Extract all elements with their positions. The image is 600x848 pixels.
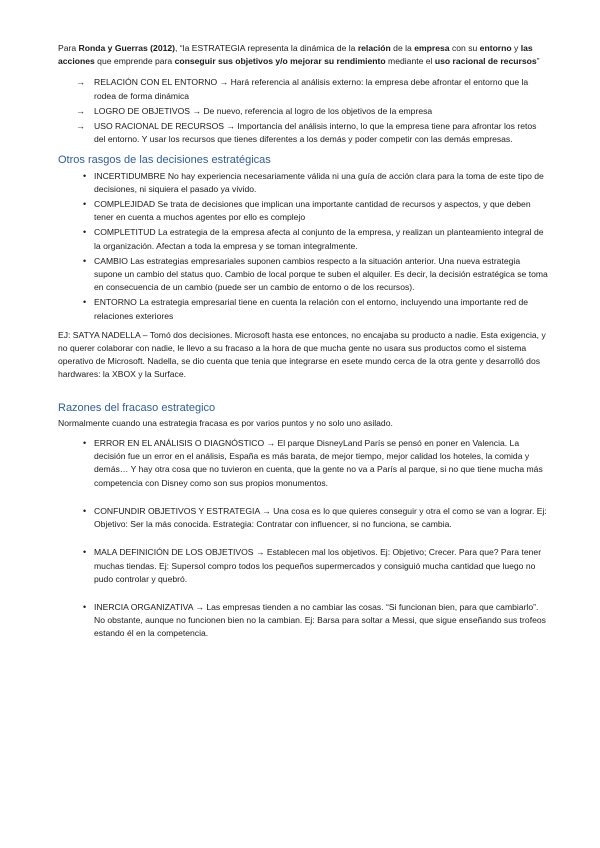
list-item-text: RELACIÓN CON EL ENTORNO → Hará referencia al análisis externo: la empresa debe afrontar el entorno que la rodea de forma dinámica xyxy=(94,77,529,101)
intro-bold: uso racional de recursos xyxy=(434,56,537,67)
list-item xyxy=(58,120,548,146)
list-item xyxy=(58,76,548,102)
intro-paragraph xyxy=(58,42,548,68)
intro-bold-authors: Ronda y Guerras (2012) xyxy=(78,43,176,53)
list-item-text: COMPLEJIDAD Se trata de decisiones que implican una importante cantidad de recursos y aspectos, y que deben tener en cuenta a muchos agentes por ello es complejo xyxy=(94,199,531,223)
section-heading-fracaso: Razones del fracaso estrategico xyxy=(58,401,216,414)
arrow-bullet-icon: → xyxy=(76,77,85,88)
list-item xyxy=(58,296,548,322)
section-heading-rasgos: Otros rasgos de las decisiones estratégicas xyxy=(58,154,271,167)
intro-text: ” xyxy=(536,56,540,67)
list-item-text: MALA DEFINICIÓN DE LOS OBJETIVOS → Establecen mal los objetivos. Ej: Objetivo; Crecer. Para que? Para tener muchas tiendas. Ej: Supersol compro todos los pequeños supermercados y consiguió mucha cantidad que luego no pudo controlar y quebró. xyxy=(94,547,542,584)
intro-text: , “la ESTRATEGIA representa la dinámica de la xyxy=(175,43,358,53)
document-page xyxy=(58,42,548,656)
intro-bold: las acciones xyxy=(58,43,533,67)
bullet-icon: • xyxy=(83,255,87,266)
definition-list xyxy=(58,76,548,146)
bullet-icon: • xyxy=(83,227,87,238)
list-item xyxy=(58,437,548,490)
list-item xyxy=(58,255,548,295)
arrow-bullet-icon: → xyxy=(76,105,85,116)
intro-bold: relación xyxy=(357,43,391,53)
rasgos-list xyxy=(58,170,548,323)
list-item-text: ENTORNO La estrategia empresarial tiene en cuenta la relación con el entorno, incluyendo una importante red de relaciones exteriores xyxy=(94,297,529,321)
fracaso-list xyxy=(58,437,548,640)
bullet-icon: • xyxy=(83,505,87,516)
list-item xyxy=(58,198,548,224)
list-item-text: CONFUNDIR OBJETIVOS Y ESTRATEGIA → Una cosa es lo que quieres conseguir y otra el como se van a lograr. Ej: Objetivo: Ser la más conocida. Estrategia: Contratar con influencer, si no funciona, se cambia. xyxy=(94,505,547,530)
list-item xyxy=(58,105,548,118)
list-item xyxy=(58,505,548,531)
intro-text: que emprende para xyxy=(94,56,175,67)
intro-bold: entorno xyxy=(479,43,512,53)
list-item xyxy=(58,170,548,196)
intro-text: de la xyxy=(390,43,415,53)
intro-text: con su xyxy=(449,43,480,53)
list-item-text: INCERTIDUMBRE No hay experiencia necesariamente válida ni una guía de acción clara para la toma de este tipo de decisiones, ni siquiera el pasado ya vivido. xyxy=(94,170,544,194)
list-item xyxy=(58,601,548,641)
bullet-icon: • xyxy=(83,601,87,612)
intro-text: y xyxy=(511,43,521,53)
list-item xyxy=(58,546,548,586)
list-item-text: CAMBIO Las estrategias empresariales suponen cambios respecto a la situación anterior. Una nueva estrategia supone un cambio del status quo. Cambio de local porque te suben el alquiler. Es decir, la decisión estratégica se toma en consecuencia de un cambio (puede ser un cambio de entorno o de los recursos). xyxy=(94,255,548,293)
list-item-text: ERROR EN EL ANÁLISIS O DIAGNÓSTICO → El parque DisneyLand París se pensó en poner en Valencia. La decisión fue un error en el análisis, España es más barata, de mejor tiempo, mejor calidad los hoteles, la comida y demás… Y hay otra cosa que no tuvieron en cuenta, que la gente no va a París al parque, si no que tiene mucha más competencia con Disney como son sus propios monumentos. xyxy=(94,438,543,488)
intro-bold: conseguir sus objetivos y/o mejorar su rendimiento xyxy=(174,56,386,67)
list-item xyxy=(58,226,548,252)
intro-text: mediante el xyxy=(385,56,435,67)
section-lead-text: Normalmente cuando una estrategia fracasa es por varios puntos y no solo uno asilado. xyxy=(58,417,393,428)
list-item-text: USO RACIONAL DE RECURSOS → Importancia del análisis interno, lo que la empresa tiene para afrontar los retos del entorno. Y usar los recursos que tienes diferentes a los demás y poder competir con las demás empresas. xyxy=(94,121,537,145)
intro-text: Para xyxy=(58,43,79,53)
bullet-icon: • xyxy=(83,547,87,558)
intro-bold: empresa xyxy=(414,43,450,53)
example-paragraph: EJ: SATYA NADELLA – Tomó dos decisiones. Microsoft hasta ese entonces, no encajaba su producto a nadie. Esta exigencia, y no querer colaborar con nadie, le llevo a su fracaso a la hora de que mucha gente no usara sus productos como el sistema operativo de Microsoft. Nadella, se dio cuenta que tenia que integrarse en esete mundo cerca de la otra gente y desarrolló dos hardwares: la XBOX y la Surface. xyxy=(58,329,546,380)
bullet-icon: • xyxy=(83,199,87,210)
arrow-bullet-icon: → xyxy=(76,121,85,132)
bullet-icon: • xyxy=(83,438,87,449)
list-item-text: COMPLETITUD La estrategia de la empresa afecta al conjunto de la empresa, y realizan un planteamiento integral de la organización. Afectan a toda la empresa y se toman integralmente. xyxy=(94,227,544,251)
bullet-icon: • xyxy=(83,297,87,308)
list-item-text: INERCIA ORGANIZATIVA → Las empresas tienden a no cambiar las cosas. “Si funcionan bien, para que cambiarlo”. No obstante, aunque no funcionen bien no la cambian. Ej: Barsa para soltar a Messi, que sigue enseñando sus trofeos estando él en la competencia. xyxy=(94,601,546,639)
list-item-text: LOGRO DE OBJETIVOS → De nuevo, referencia al logro de los objetivos de la empresa xyxy=(94,105,433,116)
bullet-icon: • xyxy=(83,170,87,181)
